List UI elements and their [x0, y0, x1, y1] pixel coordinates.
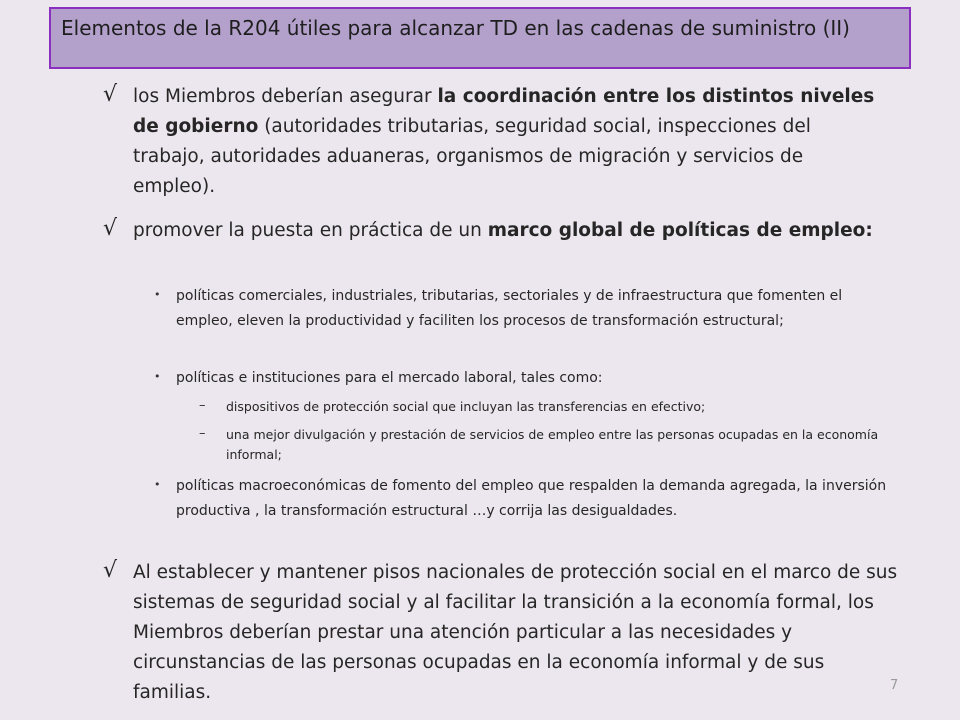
list-item: políticas e instituciones para el mercado laboral, tales como:: [176, 370, 603, 386]
paragraph-coordination-bold: la coordinación entre los distintos niveles de gobierno: [133, 86, 875, 137]
list-item: políticas comerciales, industriales, tributarias, sectoriales y de infraestructura que fomenten el empleo, eleven la productividad y faciliten los procesos de transformación estructural;: [176, 288, 843, 329]
sub-list-item: una mejor divulgación y prestación de servicios de empleo entre las personas ocupadas en la economía informal;: [226, 427, 879, 462]
check-icon: √: [103, 216, 118, 241]
check-icon: √: [103, 558, 118, 583]
paragraph-employment-text: promover la puesta en práctica de un: [133, 220, 488, 241]
title-box: [49, 7, 911, 69]
slide-title: Elementos de la R204 útiles para alcanzar TD en las cadenas de suministro (II): [61, 16, 850, 40]
paragraph-coordination-rest: (autoridades tributarias, seguridad social, inspecciones del trabajo, autoridades aduaneras, organismos de migración y servicios de empleo).: [133, 116, 811, 197]
dash-icon: –: [199, 426, 206, 441]
list-item: políticas macroeconómicas de fomento del empleo que respalden la demanda agregada, la inversión productiva , la transformación estructural …y corrija las desigualdades.: [176, 478, 887, 519]
paragraph-coordination-text: los Miembros deberían asegurar: [133, 86, 438, 107]
paragraph-employment-framework: [133, 216, 878, 246]
paragraph-social-protection: Al establecer y mantener pisos nacionales de protección social en el marco de sus sistemas de seguridad social y al facilitar la transición a la economía formal, los Miembros deberían prestar una atención particular a las necesidades y circunstancias de las personas ocupadas en la economía informal y de sus familias.: [133, 562, 898, 703]
dash-icon: –: [199, 398, 206, 413]
paragraph-employment-bold: marco global de políticas de empleo:: [487, 220, 873, 241]
bullet-icon: •: [154, 370, 161, 383]
sub-list-item: dispositivos de protección social que incluyan las transferencias en efectivo;: [226, 399, 706, 414]
page-number: 7: [890, 678, 899, 693]
bullet-icon: •: [154, 478, 161, 491]
paragraph-coordination: [133, 82, 878, 202]
bullet-icon: •: [154, 288, 161, 301]
check-icon: √: [103, 82, 118, 107]
